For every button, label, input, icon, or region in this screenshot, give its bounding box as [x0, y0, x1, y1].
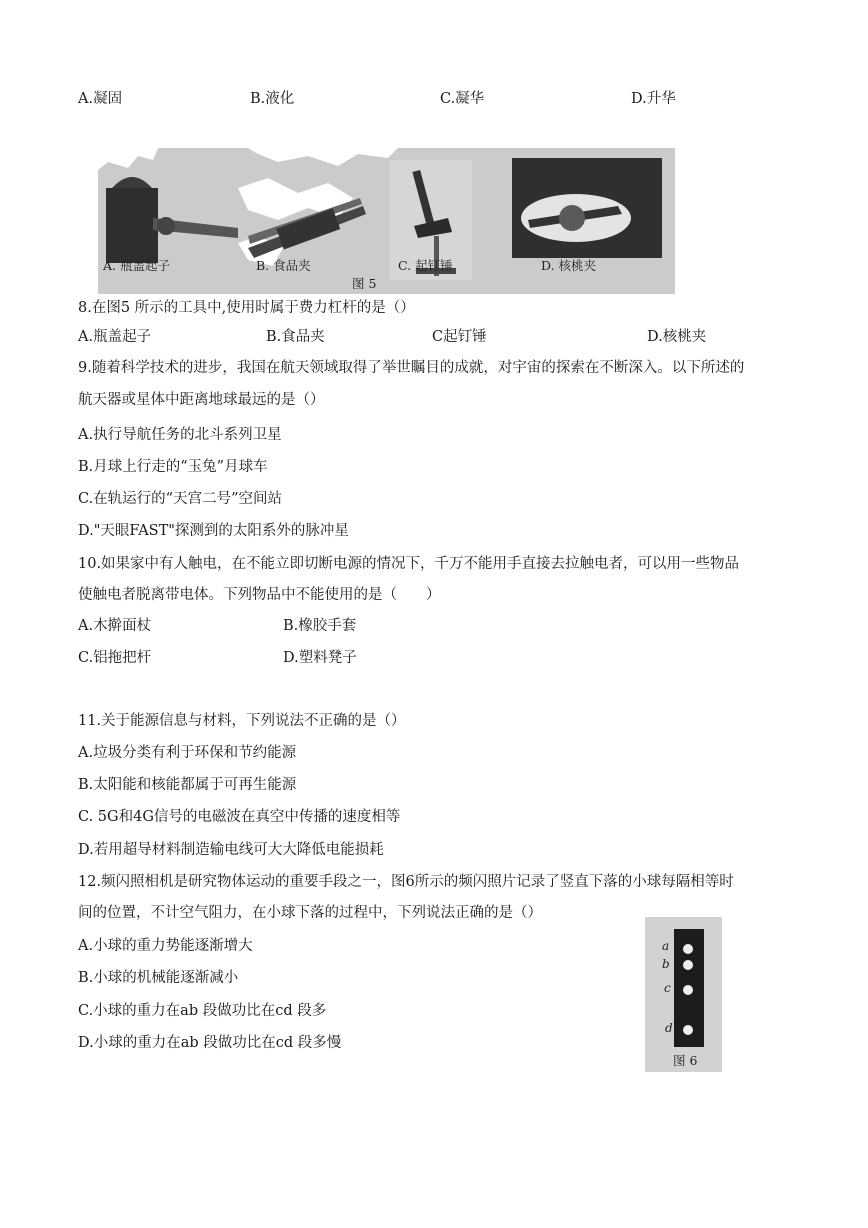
fig5-caption-b: B. 食品夹: [256, 258, 311, 273]
fig6-label-c: c: [664, 981, 671, 995]
q10-option-a: A.木擀面杖: [78, 618, 152, 634]
fig5-title: 图 5: [352, 276, 377, 291]
ball-b: [683, 960, 693, 970]
q11-option-b: B.太阳能和核能都属于可再生能源: [78, 777, 297, 793]
q11-option-c: C. 5G和4G信号的电磁波在真空中传播的速度相等: [78, 809, 401, 825]
fig6-label-b: b: [662, 957, 670, 971]
ball-c: [683, 985, 693, 995]
fig5-caption-d: D. 核桃夹: [541, 258, 597, 273]
q8-option-b: B.食品夹: [266, 329, 325, 345]
q8-option-a: A.瓶盖起子: [78, 329, 152, 345]
q12-option-a: A.小球的重力势能逐渐增大: [78, 938, 253, 954]
q9-option-a: A.执行导航任务的北斗系列卫星: [78, 427, 282, 443]
q7-option-d: D.升华: [631, 91, 676, 107]
q9-option-d: D."天眼FAST"探测到的太阳系外的脉冲星: [78, 523, 349, 539]
q12-option-d: D.小球的重力在ab 段做功比在cd 段多慢: [78, 1035, 342, 1051]
q11-stem: 11.关于能源信息与材料，下列说法不正确的是（）: [78, 713, 406, 729]
q8-option-c: C起钉锤: [432, 329, 487, 345]
q9-option-c: C.在轨运行的“天宫二号”空间站: [78, 491, 283, 507]
q9-stem-line-2: 航天器或星体中距离地球最远的是（）: [78, 392, 325, 408]
q12-option-b: B.小球的机械能逐渐减小: [78, 970, 239, 986]
q7-option-a: A.凝固: [78, 91, 123, 107]
q8-stem: 8.在图5 所示的工具中,使用时属于费力杠杆的是（）: [78, 300, 415, 316]
q11-option-a: A.垃圾分类有利于环保和节约能源: [78, 745, 297, 761]
q10-stem-line-1: 10.如果家中有人触电，在不能立即切断电源的情况下，千万不能用手直接去拉触电者，可以用一些物品: [78, 556, 740, 572]
fig5-caption-c: C. 起钉锤: [398, 258, 453, 273]
q12-stem-line-2: 间的位置，不计空气阻力，在小球下落的过程中，下列说法正确的是（）: [78, 905, 542, 921]
q10-option-b: B.橡胶手套: [283, 618, 357, 634]
q7-option-b: B.液化: [250, 91, 295, 107]
q7-option-c: C.凝华: [440, 91, 485, 107]
q12-stem-line-1: 12.频闪照相机是研究物体运动的重要手段之一，图6所示的频闪照片记录了竖直下落的小球每隔相等时: [78, 874, 734, 890]
fig5-caption-a: A. 瓶盖起子: [103, 258, 170, 273]
q9-option-b: B.月球上行走的“玉兔”月球车: [78, 459, 268, 475]
ball-a: [683, 944, 693, 954]
q11-option-d: D.若用超导材料制造输电线可大大降低电能损耗: [78, 842, 384, 858]
q8-option-d: D.核桃夹: [647, 329, 707, 345]
figure-5-photo: [98, 148, 675, 294]
ball-d: [683, 1025, 693, 1035]
q10-option-c: C.铝拖把杆: [78, 650, 152, 666]
q10-option-d: D.塑料凳子: [283, 650, 357, 666]
q12-option-c: C.小球的重力在ab 段做功比在cd 段多: [78, 1003, 327, 1019]
q9-stem-line-1: 9.随着科学技术的进步，我国在航天领域取得了举世瞩目的成就，对宇宙的探索在不断深入。以下所述的: [78, 360, 745, 376]
figure-6-photo: [645, 917, 722, 1072]
figure-6-strobe-illustration: [645, 917, 722, 1072]
q10-stem-line-2: 使触电者脱离带电体。下列物品中不能使用的是（ ）: [78, 587, 441, 603]
fig6-label-a: a: [662, 939, 670, 953]
fig6-title: 图 6: [673, 1053, 698, 1068]
fig6-label-d: d: [665, 1021, 673, 1035]
